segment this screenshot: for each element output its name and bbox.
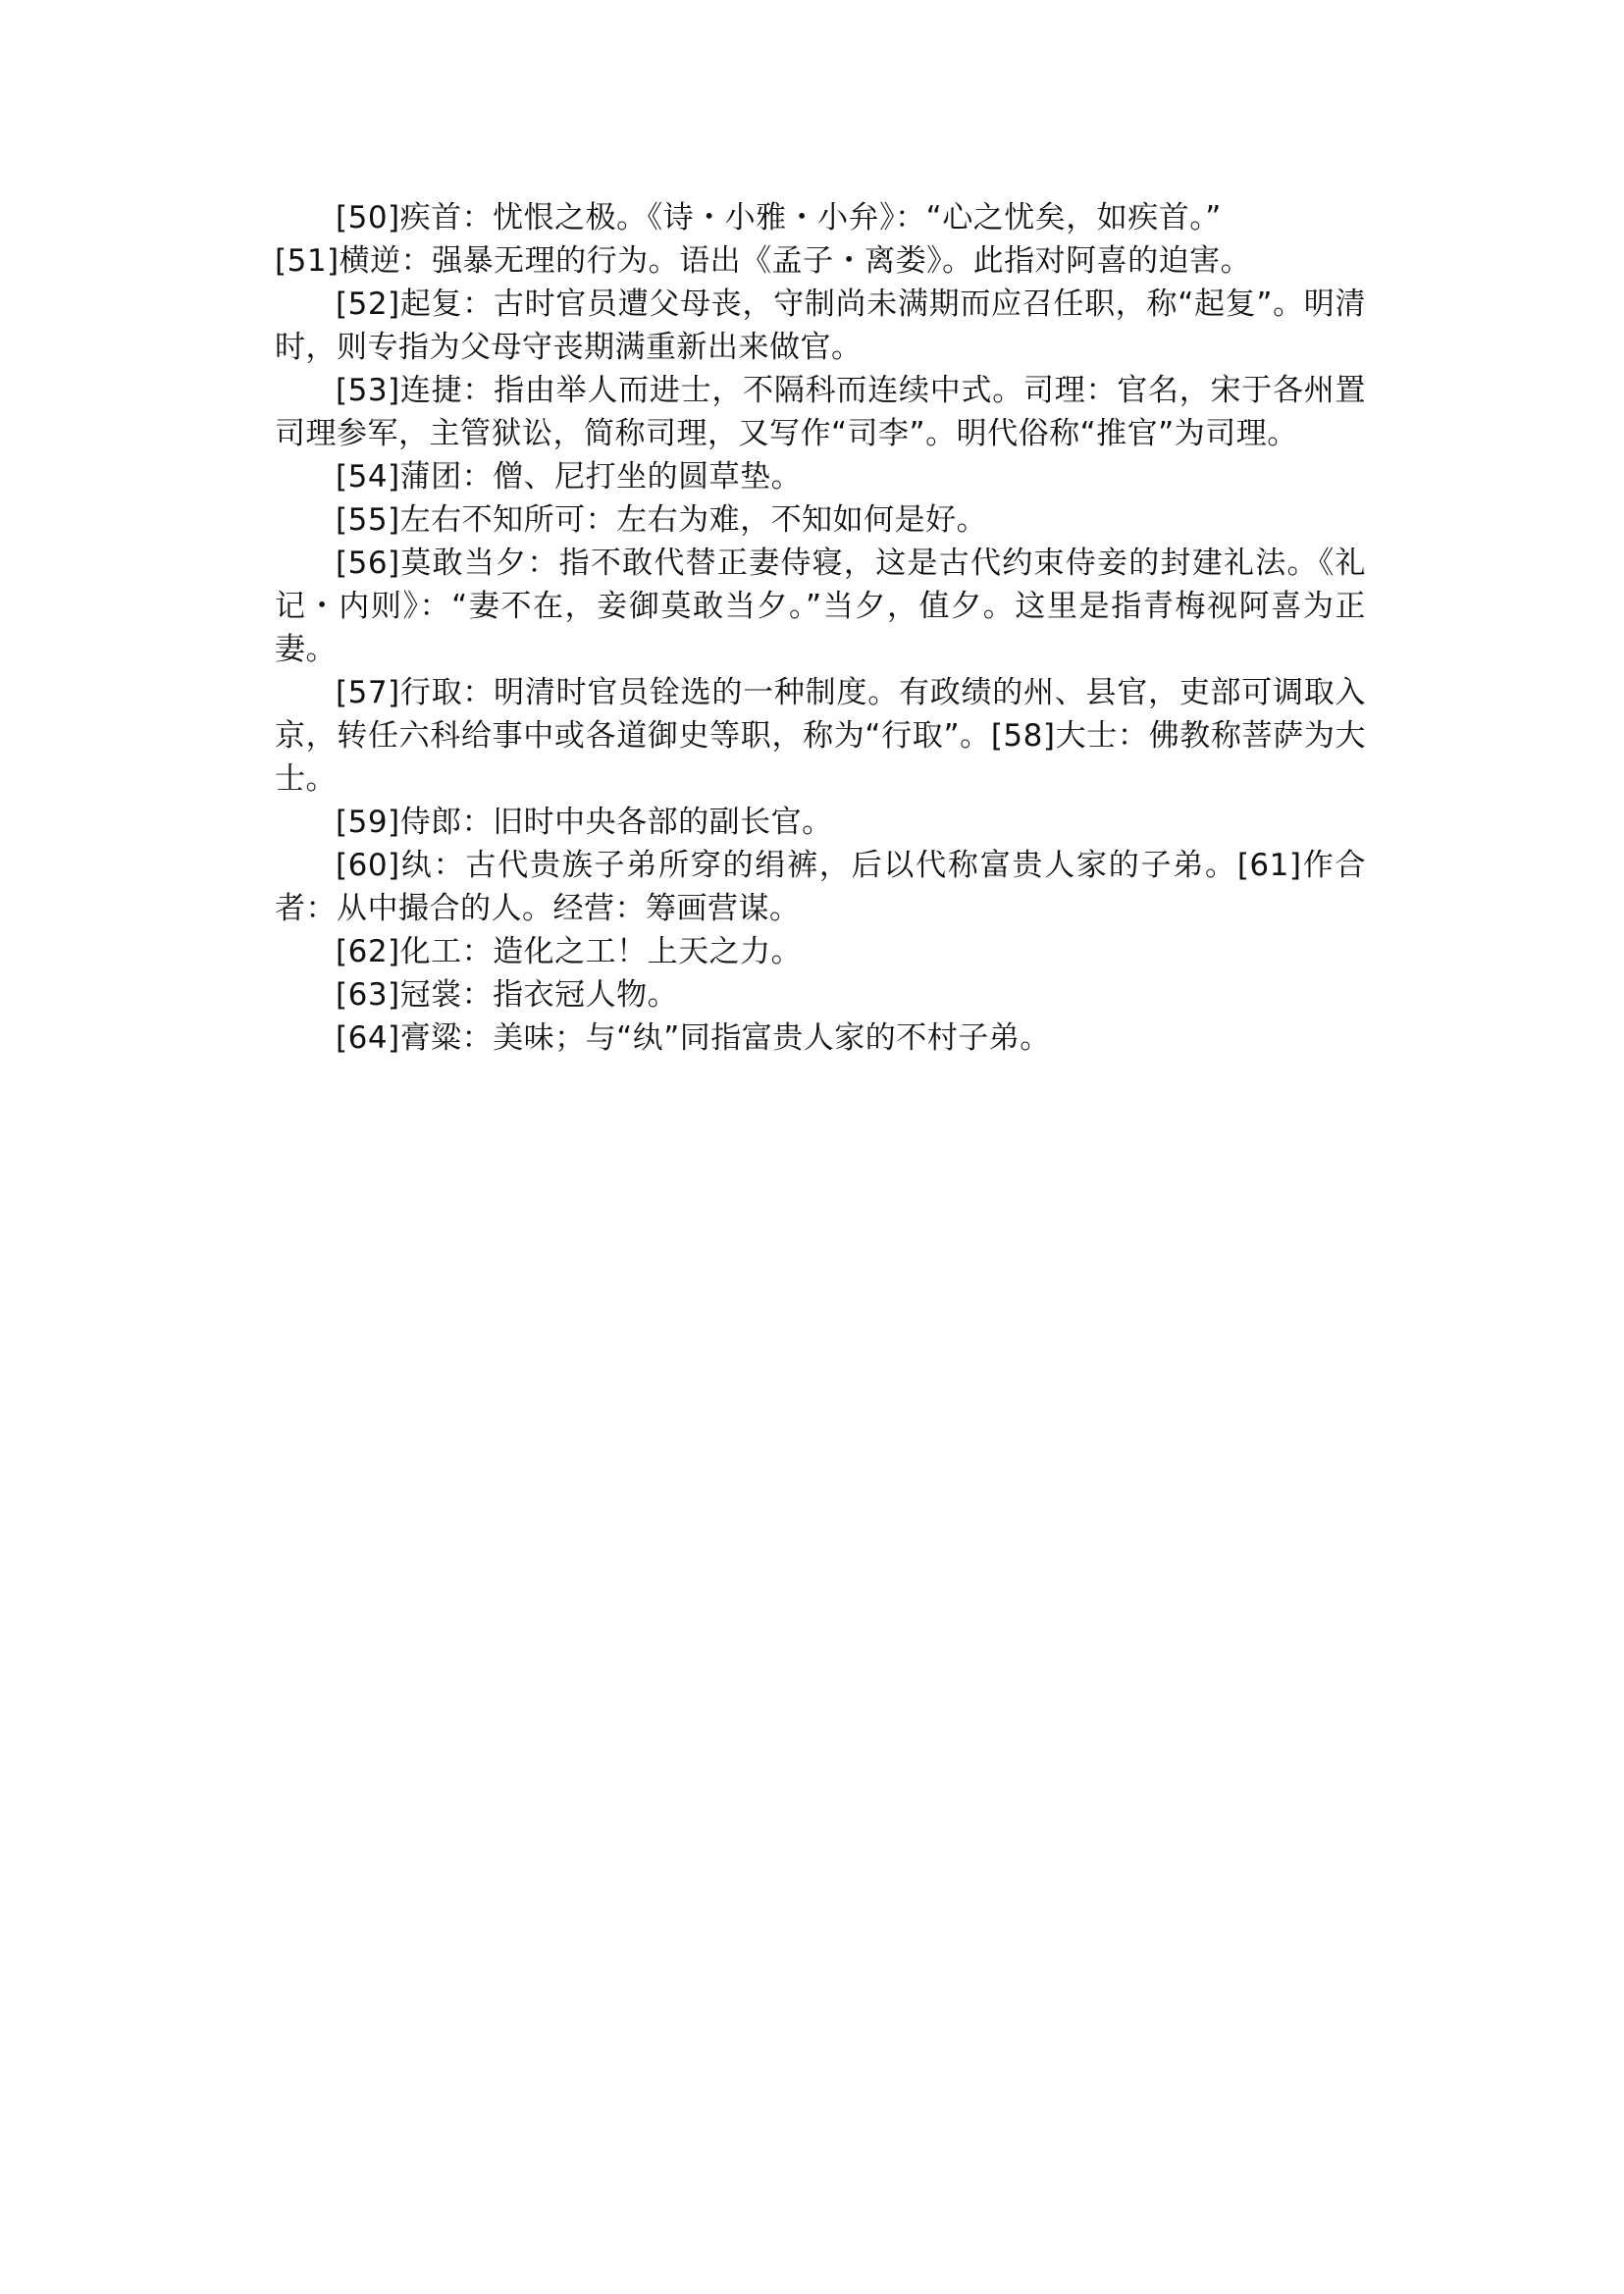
note-54: [54]蒲团：僧、尼打坐的圆草垫。 [336,459,803,495]
note-53: [53]连捷：指由举人而进士，不隔科而连续中式。司理：官名，宋于各州置司理参军，主管狱讼，简称司理，又写作“司李”。明代俗称“推官”为司理。 [275,373,1366,451]
annotation-list [275,196,1366,1060]
note-62: [62]化工：造化之工！上天之力。 [336,934,803,969]
note-56: [56]莫敢当夕：指不敢代替正妻侍寝，这是古代约束侍妾的封建礼法。《礼记・内则》：“妻不在，妾御莫敢当夕。”当夕，值夕。这里是指青梅视阿喜为正妻。 [275,546,1366,667]
note-52: [52]起复：古时官员遭父母丧，守制尚未满期而应召任职，称“起复”。明清时，则专指为父母守丧期满重新出来做官。 [275,287,1366,365]
note-64: [64]膏粱：美味；与“纨”同指富贵人家的不村子弟。 [336,1020,1051,1056]
note-63: [63]冠裳：指衣冠人物。 [336,977,679,1013]
note-57-58: [57]行取：明清时官员铨选的一种制度。有政绩的州、县官，吏部可调取入京，转任六科给事中或各道御史等职，称为“行取”。[58]大士：佛教称菩萨为大士。 [275,675,1366,797]
note-60-61: [60]纨：古代贵族子弟所穿的绢裤，后以代称富贵人家的子弟。[61]作合者：从中撮合的人。经营：筹画营谋。 [275,848,1366,926]
note-50: [50]疾首：忧恨之极。《诗・小雅・小弁》：“心之忧矣，如疾首。” [336,200,1222,235]
note-51: [51]横逆：强暴无理的行为。语出《孟子・离娄》。此指对阿喜的迫害。 [275,243,1252,279]
note-55: [55]左右不知所可：左右为难，不知如何是好。 [336,502,988,538]
note-59: [59]侍郎：旧时中央各部的副长官。 [336,805,833,840]
